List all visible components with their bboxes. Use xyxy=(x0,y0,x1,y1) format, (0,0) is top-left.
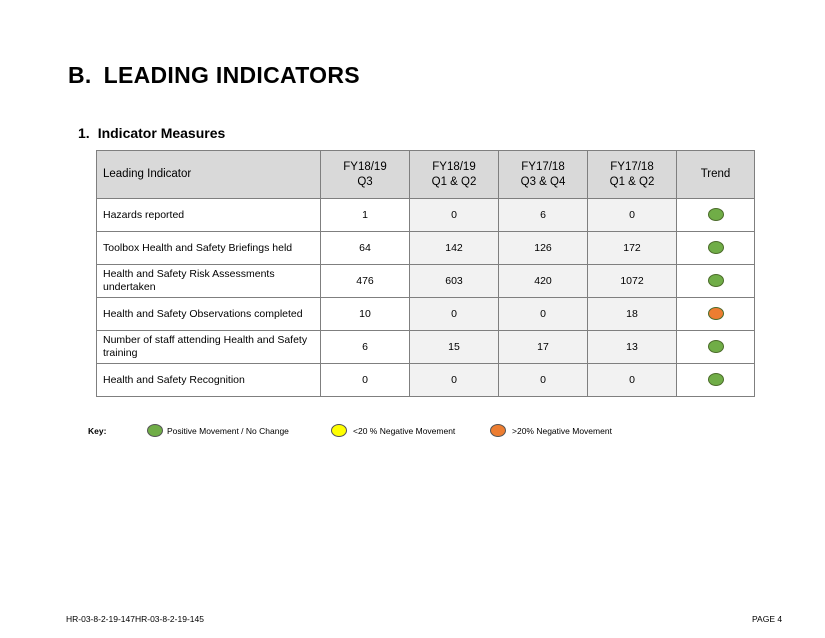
trend-dot-icon xyxy=(708,274,724,287)
trend-cell xyxy=(677,298,755,331)
row-label: Health and Safety Recognition xyxy=(97,364,321,397)
cell-value: 6 xyxy=(321,331,410,364)
document-reference: HR-03-8-2-19-147HR-03-8-2-19-145 xyxy=(66,614,204,624)
heading-title: LEADING INDICATORS xyxy=(103,62,360,88)
table-row xyxy=(97,232,755,265)
cell-value: 18 xyxy=(588,298,677,331)
row-label: Number of staff attending Health and Safety training xyxy=(97,331,321,364)
cell-value: 142 xyxy=(410,232,499,265)
header-leading-indicator: Leading Indicator xyxy=(97,151,321,199)
header-fy1718-q1q2-period: Q1 & Q2 xyxy=(609,175,655,188)
cell-value: 0 xyxy=(410,298,499,331)
header-fy1718-q3q4 xyxy=(499,151,588,199)
row-label: Health and Safety Observations completed xyxy=(97,298,321,331)
page-heading xyxy=(68,62,360,89)
legend-minor-negative-dot-icon xyxy=(331,424,347,437)
header-fy1819-q1q2-period: Q1 & Q2 xyxy=(431,175,477,188)
trend-cell xyxy=(677,232,755,265)
cell-value: 15 xyxy=(410,331,499,364)
cell-value: 0 xyxy=(588,199,677,232)
trend-dot-icon xyxy=(708,373,724,386)
table-row xyxy=(97,298,755,331)
legend-major-negative-text: >20% Negative Movement xyxy=(512,426,612,436)
cell-value: 0 xyxy=(410,364,499,397)
trend-cell xyxy=(677,331,755,364)
cell-value: 126 xyxy=(499,232,588,265)
legend-major-negative-dot-icon xyxy=(490,424,506,437)
legend-positive-dot-icon xyxy=(147,424,163,437)
cell-value: 603 xyxy=(410,265,499,298)
trend-cell xyxy=(677,265,755,298)
table-header-row xyxy=(97,151,755,199)
table-row xyxy=(97,331,755,364)
cell-value: 172 xyxy=(588,232,677,265)
cell-value: 1072 xyxy=(588,265,677,298)
trend-dot-icon xyxy=(708,340,724,353)
row-label: Hazards reported xyxy=(97,199,321,232)
legend-label: Key: xyxy=(88,426,107,436)
trend-dot-icon xyxy=(708,208,724,221)
header-fy1819-q1q2-year: FY18/19 xyxy=(432,160,476,173)
row-label: Toolbox Health and Safety Briefings held xyxy=(97,232,321,265)
leading-indicators-table xyxy=(96,150,755,397)
header-fy1718-q1q2-year: FY17/18 xyxy=(610,160,654,173)
legend-minor-negative-text: <20 % Negative Movement xyxy=(353,426,456,436)
trend-dot-icon xyxy=(708,241,724,254)
header-fy1718-q3q4-year: FY17/18 xyxy=(521,160,565,173)
header-fy1819-q3 xyxy=(321,151,410,199)
trend-dot-icon xyxy=(708,307,724,320)
trend-cell xyxy=(677,364,755,397)
cell-value: 0 xyxy=(321,364,410,397)
row-label: Health and Safety Risk Assessments undertaken xyxy=(97,265,321,298)
legend xyxy=(0,424,825,440)
header-fy1819-q1q2 xyxy=(410,151,499,199)
cell-value: 1 xyxy=(321,199,410,232)
header-trend: Trend xyxy=(677,151,755,199)
header-fy1718-q3q4-period: Q3 & Q4 xyxy=(520,175,566,188)
cell-value: 17 xyxy=(499,331,588,364)
cell-value: 6 xyxy=(499,199,588,232)
cell-value: 0 xyxy=(410,199,499,232)
table-row xyxy=(97,199,755,232)
header-fy1819-q3-year: FY18/19 xyxy=(343,160,387,173)
header-fy1718-q1q2 xyxy=(588,151,677,199)
section-title: Indicator Measures xyxy=(97,125,226,141)
heading-letter: B. xyxy=(68,62,92,88)
cell-value: 64 xyxy=(321,232,410,265)
cell-value: 0 xyxy=(499,298,588,331)
header-fy1819-q3-period: Q3 xyxy=(357,175,373,188)
section-heading xyxy=(78,125,225,141)
table-row xyxy=(97,265,755,298)
cell-value: 0 xyxy=(499,364,588,397)
table-row xyxy=(97,364,755,397)
page-number: PAGE 4 xyxy=(752,614,783,624)
cell-value: 476 xyxy=(321,265,410,298)
trend-cell xyxy=(677,199,755,232)
cell-value: 420 xyxy=(499,265,588,298)
cell-value: 10 xyxy=(321,298,410,331)
cell-value: 13 xyxy=(588,331,677,364)
legend-positive-text: Positive Movement / No Change xyxy=(167,426,289,436)
cell-value: 0 xyxy=(588,364,677,397)
section-number: 1. xyxy=(78,125,90,141)
